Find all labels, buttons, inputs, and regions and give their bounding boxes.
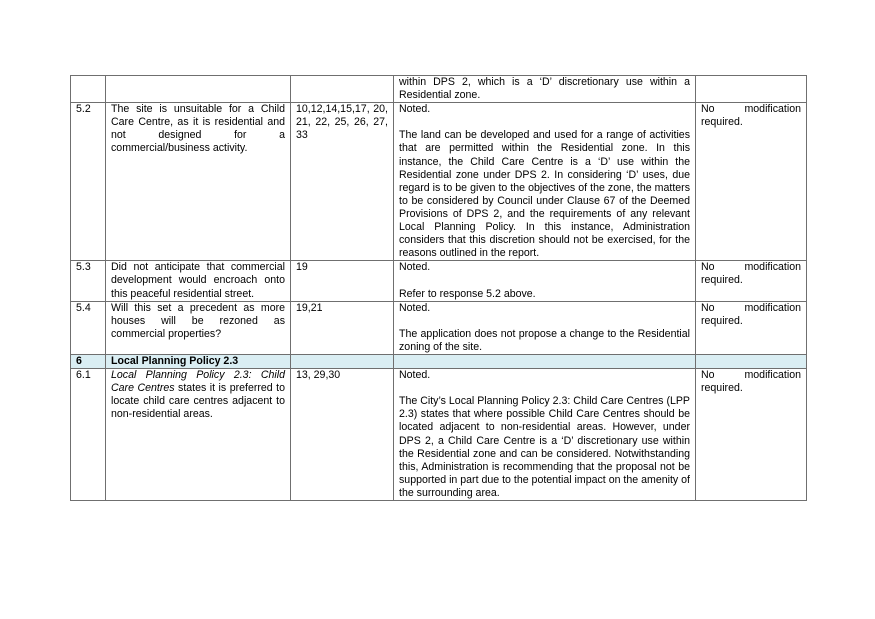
- issue-text: The site is unsuitable for a Child Care Centre, as it is residential and not designed for a commercial/business activity.: [106, 103, 291, 261]
- section-title: Local Planning Policy 2.3: [106, 354, 291, 368]
- row-number: 6.1: [71, 369, 106, 501]
- row-number-cell: [71, 76, 106, 103]
- modification-text: No modification required.: [696, 301, 807, 354]
- empty-cell: [696, 354, 807, 368]
- submissions-table: [70, 75, 807, 501]
- response-lead: Noted.: [399, 301, 431, 314]
- row-number: 5.4: [71, 301, 106, 354]
- issue-text: Will this set a precedent as more houses will be rezoned as commercial properties?: [106, 301, 291, 354]
- section-header-row: [71, 354, 807, 368]
- issue-cell: [106, 369, 291, 501]
- issue-text: Did not anticipate that commercial development would encroach onto this peaceful residential street.: [106, 261, 291, 301]
- modification-cell: [696, 76, 807, 103]
- response-cell: [394, 103, 696, 261]
- submission-numbers-cell: [291, 76, 394, 103]
- issue-text: states it is preferred to locate child care centres adjacent to non-residential areas.: [111, 382, 286, 421]
- empty-cell: [394, 354, 696, 368]
- row-number: 5.3: [71, 261, 106, 301]
- response-cell: [394, 301, 696, 354]
- empty-cell: [291, 354, 394, 368]
- submission-numbers: 19: [291, 261, 394, 301]
- submission-numbers: 19,21: [291, 301, 394, 354]
- table-row-6-1: [71, 369, 807, 501]
- policy-title-italic: Local Planning Policy 2.3: Child Care Centres: [111, 369, 285, 395]
- table-row-5-3: [71, 261, 807, 301]
- table-row-5-4: [71, 301, 807, 354]
- issue-cell: [106, 76, 291, 103]
- response-lead: Noted.: [399, 103, 431, 116]
- response-cell: [394, 369, 696, 501]
- response-body: The City’s Local Planning Policy 2.3: Child Care Centres (LPP 2.3) states that where possible Child Care Centres should be located adjacent to non-residential areas. However, under DPS 2, a Child Care Centre is a ‘D’ discretionary use within the Residential zone and can be considered. Notwithstanding this, Administration is recommending that the proposal not be supported in part due to the potential impact on the amenity of the surrounding area.: [399, 395, 690, 499]
- response-body: Refer to response 5.2 above.: [399, 287, 536, 300]
- submission-numbers: 13, 29,30: [291, 369, 394, 501]
- response-lead: Noted.: [399, 369, 431, 382]
- modification-text: No modification required.: [696, 261, 807, 301]
- response-body: The application does not propose a change to the Residential zoning of the site.: [399, 327, 690, 353]
- modification-text: No modification required.: [696, 369, 807, 501]
- response-body: The land can be developed and used for a range of activities that are permitted within the Residential zone. In this instance, the Child Care Centre is a ‘D’ use within the Residential zone under DPS 2. In considering ‘D’ uses, due regard is to be given to the objectives of the zone, the matters to be considered by Council under Clause 67 of the Deemed Provisions of DPS 2, and the requirements of any relevant Local Planning Policy. In this instance, Administration considers that this discretion should not be exercised, for the reasons outlined in the report.: [399, 129, 690, 260]
- table-row-5-2: [71, 103, 807, 261]
- section-number: 6: [71, 354, 106, 368]
- submission-numbers: 10,12,14,15,17, 20, 21, 22, 25, 26, 27, 33: [291, 103, 394, 261]
- response-cell: [394, 76, 696, 103]
- response-cell: [394, 261, 696, 301]
- response-text: within DPS 2, which is a ‘D’ discretionary use within a Residential zone.: [399, 76, 690, 102]
- row-number: 5.2: [71, 103, 106, 261]
- response-lead: Noted.: [399, 261, 431, 274]
- modification-text: No modification required.: [696, 103, 807, 261]
- table-row-continuation: [71, 76, 807, 103]
